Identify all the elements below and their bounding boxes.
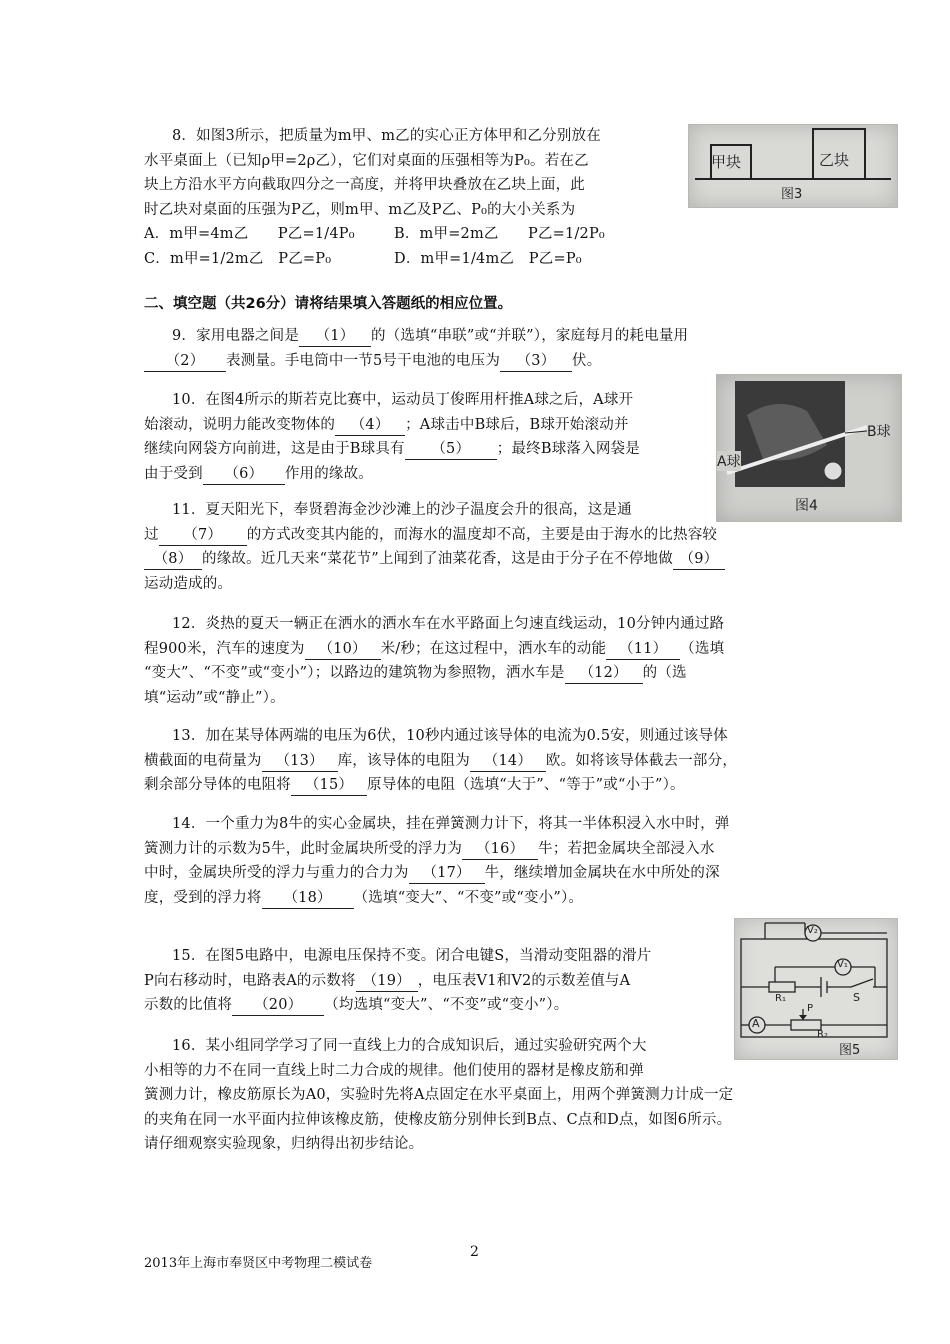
question-16 xyxy=(144,1034,794,1157)
q16-line-3: 簧测力计，橡皮筋原长为A0，实验时先将A点固定在水平桌面上，用两个弹簧测力计成一定 xyxy=(144,1087,734,1103)
q10-blank-4: （4） xyxy=(335,415,405,436)
q9-blank-1: （1） xyxy=(299,326,371,347)
q11-line-4: 运动造成的。 xyxy=(144,575,233,592)
q11-line-3 xyxy=(144,547,794,572)
figure-5-label-r2: R₂ xyxy=(817,1029,828,1040)
q15-blank-20: （20） xyxy=(232,995,324,1016)
q13-text-e: 剩余部分导体的电阻将 xyxy=(144,777,291,793)
figure-4-label-a: A球 xyxy=(717,451,741,471)
q11-blank-8: （8） xyxy=(144,549,202,570)
q16-line-4: 的夹角在同一水平面内拉伸该橡皮筋，使橡皮筋分别伸长到B点、C点和D点，如图6所示。 xyxy=(144,1111,732,1128)
q14-blank-18: （18） xyxy=(262,888,354,909)
q9-blank-3: （3） xyxy=(500,351,572,372)
q14-text-e: 牛，继续增加金属块在水中所处的深 xyxy=(484,865,720,881)
q13-line-2 xyxy=(144,749,794,774)
q13-text-b: 横截面的电荷量为 xyxy=(144,752,262,769)
q9-blank-2: （2） xyxy=(144,351,226,372)
figure-5-label-a: A xyxy=(752,1017,760,1030)
figure-3-label-left: 甲块 xyxy=(711,153,742,171)
q16-line-5: 请仔细观察实验现象，归纳得出初步结论。 xyxy=(144,1136,424,1152)
q14-text-d: 中时，金属块所受的浮力与重力的合力为 xyxy=(144,865,409,881)
q12-line-4: 填“运动”或“静止”）。 xyxy=(144,689,285,706)
q9-text-e: 伏。 xyxy=(572,352,602,369)
q8-option-b: B．m甲=2m乙 P乙=1/2P₀ xyxy=(394,226,605,242)
q10-text-g: 作用的缘故。 xyxy=(284,465,374,482)
figure-5-label-s: S xyxy=(853,991,860,1004)
figure-5-caption: 图5 xyxy=(839,1043,861,1058)
q12-text-e: “变大”、“不变”或“变小”）；以路边的建筑物为参照物，洒水车是 xyxy=(144,665,565,681)
question-15 xyxy=(144,944,704,1018)
q10-line-2 xyxy=(144,413,704,438)
figure-4-label-b: B球 xyxy=(867,424,891,440)
q10-text-d: 继续向网袋方向前进，这是由于B球具有 xyxy=(144,441,405,457)
q15-line-3 xyxy=(144,993,704,1018)
q8-options-row-2 xyxy=(144,247,704,272)
q8-option-a: A．m甲=4m乙 P乙=1/4P₀ xyxy=(144,226,355,242)
q14-text-g: （选填“变大”、“不变”或“变小”）。 xyxy=(353,889,584,906)
question-11 xyxy=(144,498,794,596)
q9-text-d: 表测量。手电筒中一节5号干电池的电压为 xyxy=(226,352,501,369)
q11-blank-9: （9） xyxy=(673,549,725,570)
q10-text-e: ；最终B球落入网袋是 xyxy=(496,441,640,457)
q14-line-2 xyxy=(144,837,794,862)
q15-text-d: 示数的比值将 xyxy=(144,997,233,1013)
q15-line-2 xyxy=(144,969,704,994)
q9-text-c: 的（选填“串联”或“并联”），家庭每月的耗电量用 xyxy=(371,328,689,344)
question-12 xyxy=(144,612,794,710)
q10-text-b: 始滚动，说明力能改变物体的 xyxy=(144,416,336,433)
figure-5-label-v2: V₂ xyxy=(807,925,818,936)
q16-line-2: 小相等的力不在同一直线上时二力合成的规律。他们使用的器材是橡皮筋和弹 xyxy=(144,1062,644,1079)
q11-line-2 xyxy=(144,523,794,548)
q8-line-4: 时乙块对桌面的压强为P乙，则m甲、m乙及P乙、P₀的大小关系为 xyxy=(144,201,576,218)
figure-5-label-v1: V₁ xyxy=(837,959,848,970)
q10-blank-6: （6） xyxy=(203,464,285,485)
q12-line-1: 12．炎热的夏天一辆正在洒水的洒水车在水平路面上匀速直线运动，10分钟内通过路 xyxy=(172,616,725,632)
q11-blank-7: （7） xyxy=(159,525,247,546)
q9-line-2 xyxy=(144,349,794,374)
q11-line-1: 11．夏天阳光下，奉贤碧海金沙沙滩上的沙子温度会升的很高，这是通 xyxy=(172,502,632,518)
q14-line-3 xyxy=(144,861,794,886)
q14-text-c: 牛；若把金属块全部浸入水 xyxy=(538,840,715,857)
q16-line-1: 16．某小组同学学习了同一直线上力的合成知识后，通过实验研究两个大 xyxy=(172,1038,647,1054)
footer-title: 2013年上海市奉贤区中考物理二模试卷 xyxy=(144,1256,373,1271)
q8-line-3: 块上方沿水平方向截取四分之一高度，并将甲块叠放在乙块上面，此 xyxy=(144,177,585,193)
q11-text-c: 的方式改变其内能的，而海水的温度却不高，主要是由于海水的比热容较 xyxy=(246,526,718,543)
q12-text-d: （选填 xyxy=(680,640,725,657)
figure-5-label-p: P xyxy=(807,1003,814,1014)
q13-line-3 xyxy=(144,773,794,798)
q8-option-d: D．m甲=1/4m乙 P乙=P₀ xyxy=(394,250,582,267)
q13-blank-13: （13） xyxy=(262,751,338,772)
q12-text-c: 米/秒；在这过程中，洒水车的动能 xyxy=(380,640,607,657)
question-8 xyxy=(144,124,704,271)
q13-text-f: 原导体的电阻（选填“大于”、“等于”或“小于”）。 xyxy=(367,777,685,793)
q15-text-e: （均选填“变大”、“不变”或“变小”）。 xyxy=(324,997,569,1013)
q13-blank-14: （14） xyxy=(470,751,546,772)
q9-line-1 xyxy=(144,324,794,349)
question-10 xyxy=(144,388,704,486)
q12-line-3 xyxy=(144,661,794,686)
q15-blank-19: （19） xyxy=(356,971,418,992)
figure-5-label-r1: R₁ xyxy=(775,993,786,1004)
q12-text-f: 的（选 xyxy=(642,665,687,681)
q10-text-c: ；A球击中B球后，B球开始滚动并 xyxy=(405,416,629,433)
q10-line-1: 10．在图4所示的斯若克比赛中，运动员丁俊晖用杆推A球之后，A球开 xyxy=(172,392,634,408)
q12-blank-12: （12） xyxy=(565,663,643,684)
question-14 xyxy=(144,812,794,910)
q14-blank-17: （17） xyxy=(409,863,485,884)
q10-text-f: 由于受到 xyxy=(144,465,203,482)
figure-3-label-right: 乙块 xyxy=(819,151,850,169)
q11-text-b: 过 xyxy=(144,526,159,543)
q10-line-3 xyxy=(144,437,704,462)
q13-line-1: 13．加在某导体两端的电压为6伏，10秒内通过该导体的电流为0.5安，则通过该导体 xyxy=(172,728,728,744)
q12-line-2 xyxy=(144,637,794,662)
q13-text-c: 库，该导体的电阻为 xyxy=(337,752,470,769)
q14-line-1: 14．一个重力为8牛的实心金属块，挂在弹簧测力计下，将其一半体积浸入水中时，弹 xyxy=(172,816,730,832)
q15-text-c: ，电压表V1和V2的示数差值与A xyxy=(417,972,631,989)
q12-text-b: 程900米，汽车的速度为 xyxy=(144,640,305,657)
q10-line-4 xyxy=(144,462,704,487)
figure-3 xyxy=(688,124,898,208)
section-2-heading: 二、填空题（共26分）请将结果填入答题纸的相应位置。 xyxy=(144,296,513,312)
q9-text-a: 9．家用电器之间是 xyxy=(172,328,300,344)
q13-text-d: 欧。如将该导体截去一部分， xyxy=(545,752,738,769)
question-13 xyxy=(144,724,794,798)
q8-line-1: 8．如图3所示，把质量为m甲、m乙的实心正方体甲和乙分别放在 xyxy=(172,128,601,144)
page-number: 2 xyxy=(470,1244,479,1260)
q8-line-2: 水平桌面上（已知ρ甲=2ρ乙），它们对桌面的压强相等为P₀。若在乙 xyxy=(144,152,589,169)
q15-line-1: 15．在图5电路中，电源电压保持不变。闭合电键S，当滑动变阻器的滑片 xyxy=(172,948,652,964)
q10-blank-5: （5） xyxy=(405,439,497,460)
figure-3-caption: 图3 xyxy=(781,187,803,202)
question-9 xyxy=(144,324,794,373)
q14-text-b: 簧测力计的示数为5牛，此时金属块所受的浮力为 xyxy=(144,840,463,857)
q8-options-row-1 xyxy=(144,222,704,247)
q14-blank-16: （16） xyxy=(462,839,538,860)
q13-blank-15: （15） xyxy=(291,775,367,796)
figure-4-caption: 图4 xyxy=(795,498,818,514)
q15-text-b: P向右移动时，电路表A的示数将 xyxy=(144,972,356,989)
q8-option-c: C．m甲=1/2m乙 P乙=P₀ xyxy=(144,250,332,267)
q14-line-4 xyxy=(144,886,794,911)
q11-text-d: 的缘故。近几天来“菜花节”上闻到了油菜花香，这是由于分子在不停地做 xyxy=(202,551,673,567)
q12-blank-11: （11） xyxy=(606,639,680,660)
q12-blank-10: （10） xyxy=(305,639,381,660)
q14-text-f: 度，受到的浮力将 xyxy=(144,889,262,906)
